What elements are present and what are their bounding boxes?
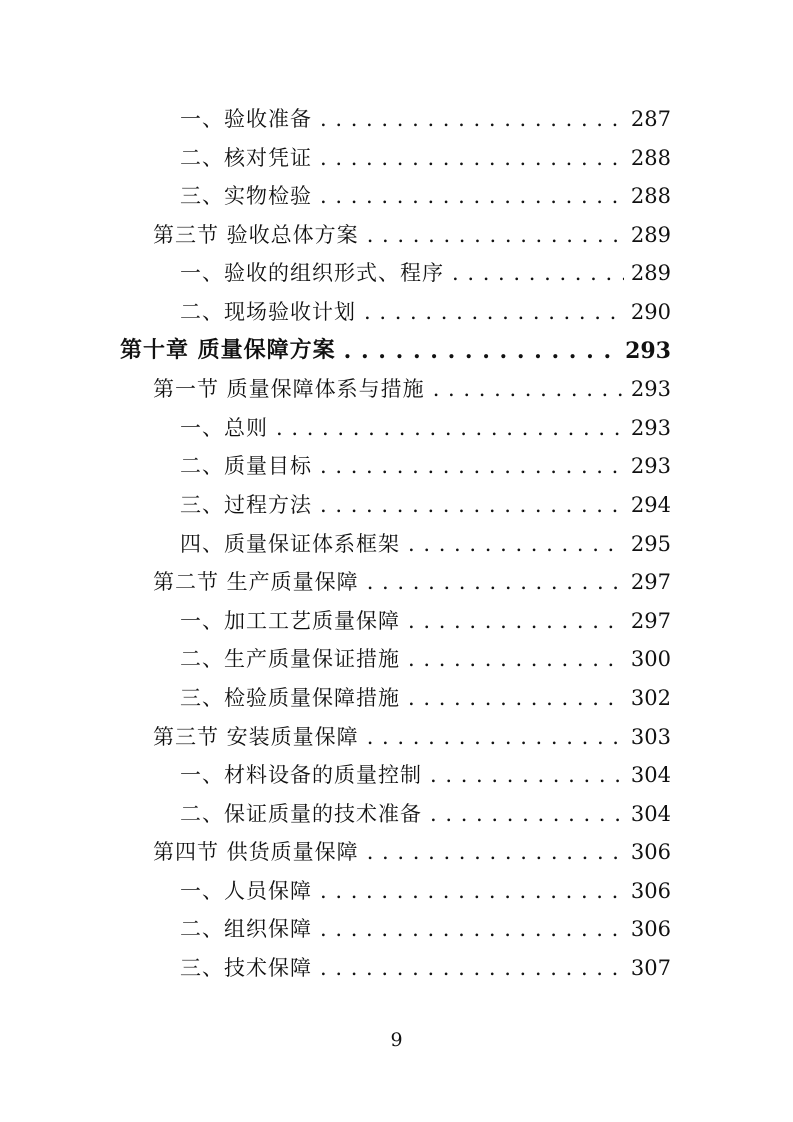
toc-entry <box>120 486 671 525</box>
toc-entry <box>120 949 671 988</box>
toc-entry-page-number: 287 <box>630 107 671 131</box>
toc-entry <box>120 100 671 139</box>
toc-entry-page-number: 300 <box>630 647 671 672</box>
toc-entry-title: 第一节 质量保障体系与措施 <box>153 377 425 402</box>
toc-entry <box>120 563 671 602</box>
table-of-contents <box>120 100 671 988</box>
toc-entry-title: 二、现场验收计划 <box>180 299 356 324</box>
toc-entry-page-number: 290 <box>630 299 671 324</box>
toc-entry <box>120 409 671 448</box>
footer-page-number: 9 <box>390 1029 403 1051</box>
toc-entry-title: 一、总则 <box>180 415 268 440</box>
toc-entry-title: 一、验收准备 <box>180 107 312 131</box>
toc-entry-page-number: 293 <box>630 415 671 440</box>
toc-entry-page-number: 289 <box>630 261 671 286</box>
toc-entry-title: 二、保证质量的技术准备 <box>180 801 422 826</box>
dot-leader <box>408 640 624 679</box>
toc-entry <box>120 254 671 293</box>
dot-leader <box>344 332 618 371</box>
toc-entry <box>120 833 671 872</box>
toc-entry <box>120 910 671 949</box>
toc-entry-title: 三、技术保障 <box>180 956 312 981</box>
toc-entry-title: 第三节 安装质量保障 <box>153 724 359 749</box>
toc-entry-title: 三、过程方法 <box>180 492 312 517</box>
toc-entry-title: 一、加工工艺质量保障 <box>180 608 400 633</box>
toc-entry-title: 四、质量保证体系框架 <box>180 531 400 556</box>
toc-entry-page-number: 288 <box>630 184 671 209</box>
dot-leader <box>367 718 624 757</box>
toc-entry-page-number: 297 <box>630 570 671 595</box>
dot-leader <box>408 679 624 718</box>
dot-leader <box>408 602 624 641</box>
toc-entry <box>120 139 671 178</box>
toc-entry <box>120 293 671 332</box>
toc-entry-title: 一、人员保障 <box>180 878 312 903</box>
toc-entry-page-number: 306 <box>630 840 671 865</box>
toc-entry-page-number: 288 <box>630 145 671 170</box>
toc-entry <box>120 447 671 486</box>
dot-leader <box>320 100 624 139</box>
toc-entry-title: 二、核对凭证 <box>180 145 312 170</box>
toc-entry <box>120 177 671 216</box>
toc-entry <box>120 216 671 255</box>
toc-entry-page-number: 307 <box>630 956 671 981</box>
toc-entry-page-number: 295 <box>630 531 671 556</box>
dot-leader <box>367 563 624 602</box>
dot-leader <box>276 409 624 448</box>
toc-entry-title: 第二节 生产质量保障 <box>153 570 359 595</box>
toc-entry <box>120 640 671 679</box>
toc-entry-title: 三、检验质量保障措施 <box>180 685 400 710</box>
toc-entry-title: 三、实物检验 <box>180 184 312 209</box>
toc-entry-page-number: 306 <box>630 917 671 942</box>
dot-leader <box>320 177 624 216</box>
toc-entry-title: 第十章 质量保障方案 <box>120 337 336 363</box>
dot-leader <box>430 795 624 834</box>
toc-entry-title: 二、生产质量保证措施 <box>180 647 400 672</box>
dot-leader <box>320 486 624 525</box>
toc-entry <box>120 602 671 641</box>
toc-entry-title: 第四节 供货质量保障 <box>153 840 359 865</box>
toc-entry-title: 一、验收的组织形式、程序 <box>180 261 444 286</box>
toc-entry <box>120 795 671 834</box>
dot-leader <box>367 216 624 255</box>
toc-entry-page-number: 293 <box>625 337 671 364</box>
toc-entry-title: 第三节 验收总体方案 <box>153 222 359 247</box>
dot-leader <box>320 447 624 486</box>
dot-leader <box>433 370 624 409</box>
page-footer <box>0 1028 793 1052</box>
toc-entry-page-number: 302 <box>630 685 671 710</box>
dot-leader <box>320 910 624 949</box>
toc-entry-title: 二、质量目标 <box>180 454 312 479</box>
dot-leader <box>320 139 624 178</box>
dot-leader <box>367 833 624 872</box>
toc-entry-page-number: 294 <box>630 492 671 517</box>
toc-entry-page-number: 289 <box>630 222 671 247</box>
toc-entry <box>120 872 671 911</box>
dot-leader <box>430 756 624 795</box>
toc-entry <box>120 718 671 757</box>
toc-entry-page-number: 304 <box>630 801 671 826</box>
toc-entry-page-number: 293 <box>630 454 671 479</box>
toc-entry-page-number: 297 <box>630 608 671 633</box>
toc-entry <box>120 332 671 371</box>
toc-entry-page-number: 303 <box>630 724 671 749</box>
toc-entry-page-number: 306 <box>630 878 671 903</box>
dot-leader <box>320 949 624 988</box>
toc-entry <box>120 370 671 409</box>
toc-entry-title: 二、组织保障 <box>180 917 312 942</box>
toc-entry-title: 一、材料设备的质量控制 <box>180 763 422 788</box>
toc-entry <box>120 525 671 564</box>
dot-leader <box>408 525 624 564</box>
toc-entry-page-number: 304 <box>630 763 671 788</box>
dot-leader <box>452 254 624 293</box>
toc-entry-page-number: 293 <box>630 377 671 402</box>
dot-leader <box>364 293 624 332</box>
toc-entry <box>120 679 671 718</box>
toc-entry <box>120 756 671 795</box>
dot-leader <box>320 872 624 911</box>
